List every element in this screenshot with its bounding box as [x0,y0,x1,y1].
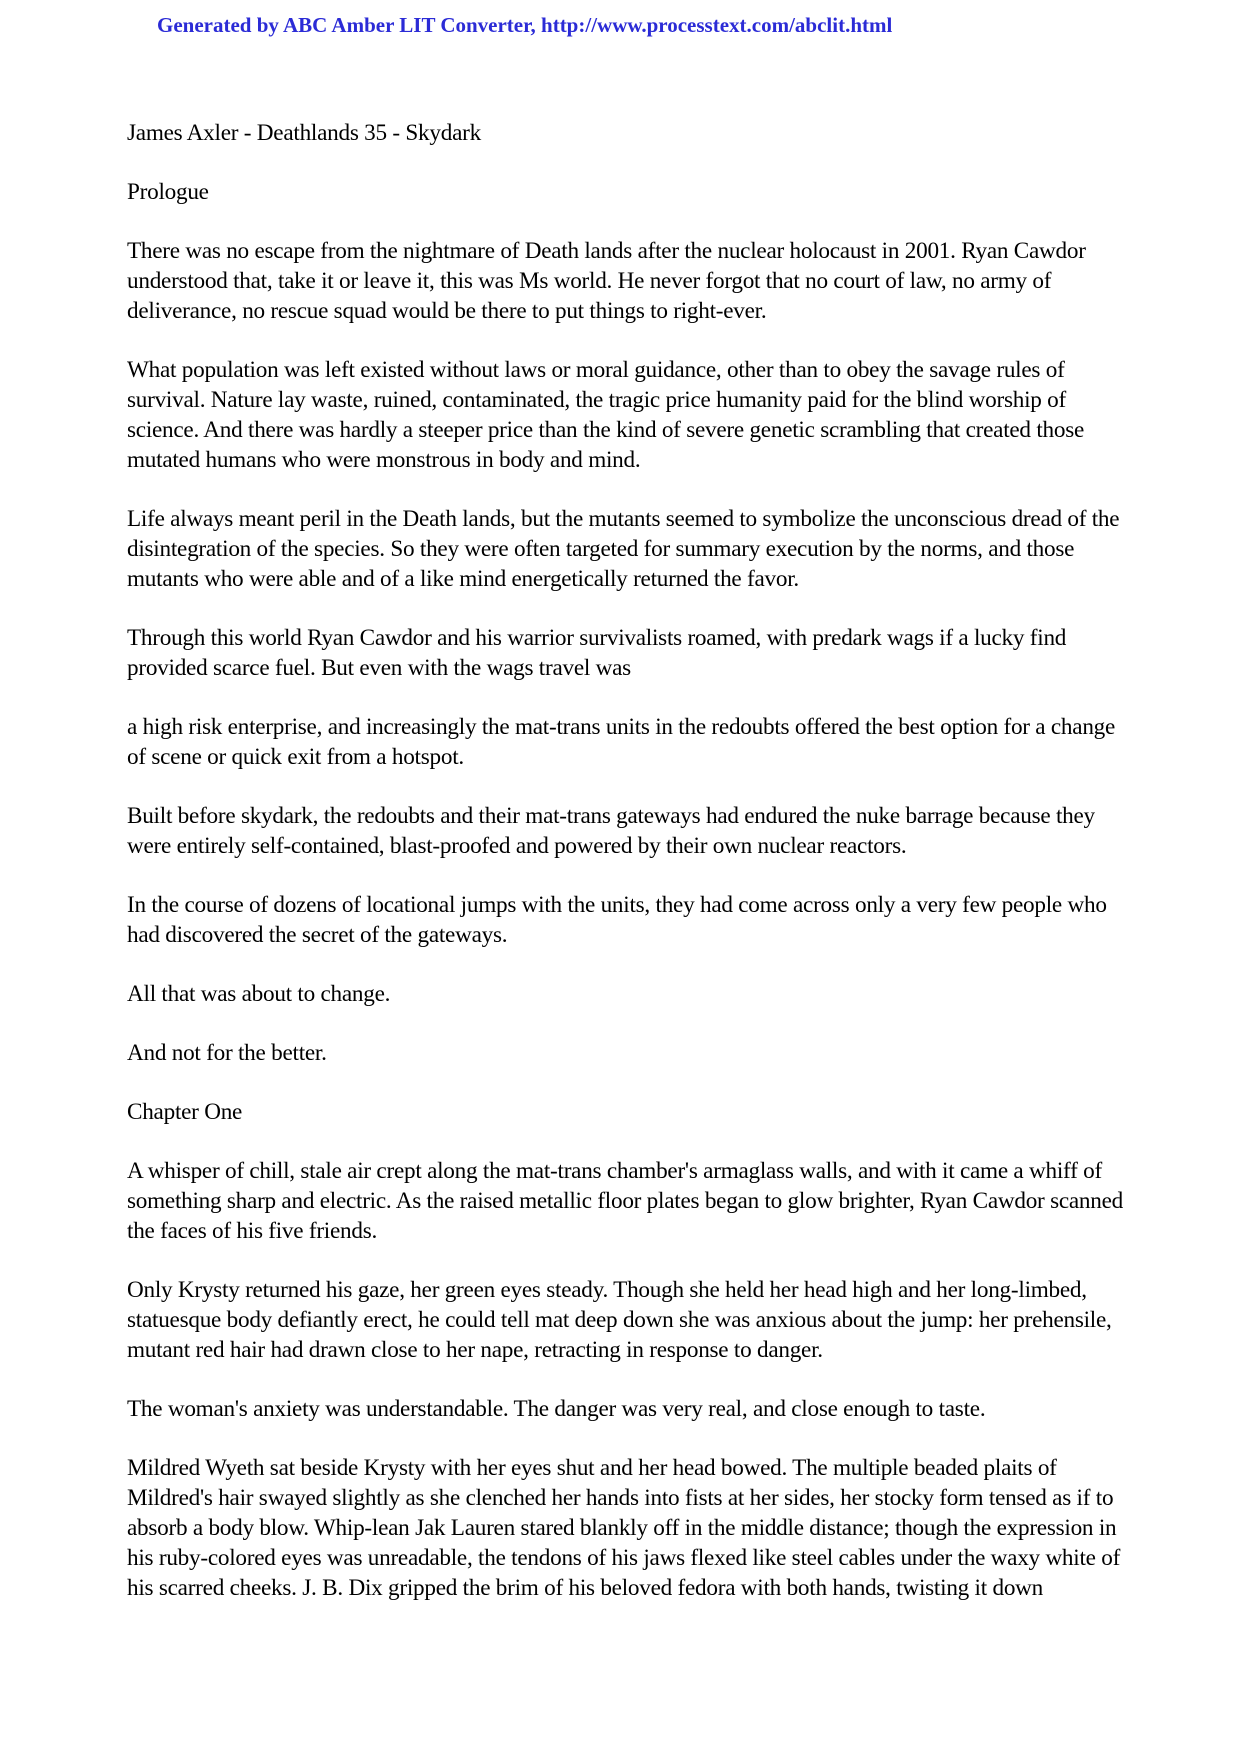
paragraph: A whisper of chill, stale air crept along the mat-trans chamber's armaglass walls, and with it came a whiff of something sharp and electric. As the raised metallic floor plates began to glow brighter, Ryan Cawdor scanned the faces of his five friends. [127,1158,1123,1244]
paragraph: All that was about to change. [127,981,391,1007]
paragraph: What population was left existed without laws or moral guidance, other than to obey the savage rules of survival. Nature lay waste, ruined, contaminated, the tragic price humanity paid for the blind worship of science. And there was hardly a steeper price than the kind of severe genetic scrambling that created those mutated humans who were monstrous in body and mind. [127,357,1085,473]
document-body [127,118,1127,1603]
paragraph: Prologue [127,179,209,205]
paragraph: Mildred Wyeth sat beside Krysty with her eyes shut and her head bowed. The multiple beaded plaits of Mildred's hair swayed slightly as she clenched her hands into fists at her sides, her stocky form tensed as if to absorb a body blow. Whip-lean Jak Lauren stared blankly off in the middle distance; though the expression in his ruby-colored eyes was unreadable, the tendons of his jaws flexed like steel cables under the waxy white of his scarred cheeks. J. B. Dix gripped the brim of his beloved fedora with both hands, twisting it down [127,1455,1121,1601]
paragraph: Built before skydark, the redoubts and their mat-trans gateways had endured the nuke barrage because they were entirely self-contained, blast-proofed and powered by their own nuclear reactors. [127,803,1095,859]
paragraph: Through this world Ryan Cawdor and his warrior survivalists roamed, with predark wags if a lucky find provided scarce fuel. But even with the wags travel was [127,625,1067,681]
paragraph: In the course of dozens of locational jumps with the units, they had come across only a very few people who had discovered the secret of the gateways. [127,892,1107,948]
converter-header-link[interactable]: Generated by ABC Amber LIT Converter, http://www.processtext.com/abclit.html [157,13,893,37]
document-title: James Axler - Deathlands 35 - Skydark [127,120,481,146]
paragraph: There was no escape from the nightmare of Death lands after the nuclear holocaust in 2001. Ryan Cawdor understood that, take it or leave it, this was Ms world. He never forgot that no court of law, no army of deliverance, no rescue squad would be there to put things to right-ever. [127,238,1086,324]
chapter-heading: Chapter One [127,1099,243,1125]
paragraph: a high risk enterprise, and increasingly the mat-trans units in the redoubts offered the best option for a change of scene or quick exit from a hotspot. [127,714,1116,770]
paragraph: And not for the better. [127,1040,327,1066]
paragraph: Only Krysty returned his gaze, her green eyes steady. Though she held her head high and her long-limbed, statuesque body defiantly erect, he could tell mat deep down she was anxious about the jump: her prehensile, mutant red hair had drawn close to her nape, retracting in response to danger. [127,1277,1112,1363]
paragraph: Life always meant peril in the Death lands, but the mutants seemed to symbolize the unconscious dread of the disintegration of the species. So they were often targeted for summary execution by the norms, and those mutants who were able and of a like mind energetically returned the favor. [127,506,1120,592]
paragraph: The woman's anxiety was understandable. The danger was very real, and close enough to taste. [127,1396,986,1422]
